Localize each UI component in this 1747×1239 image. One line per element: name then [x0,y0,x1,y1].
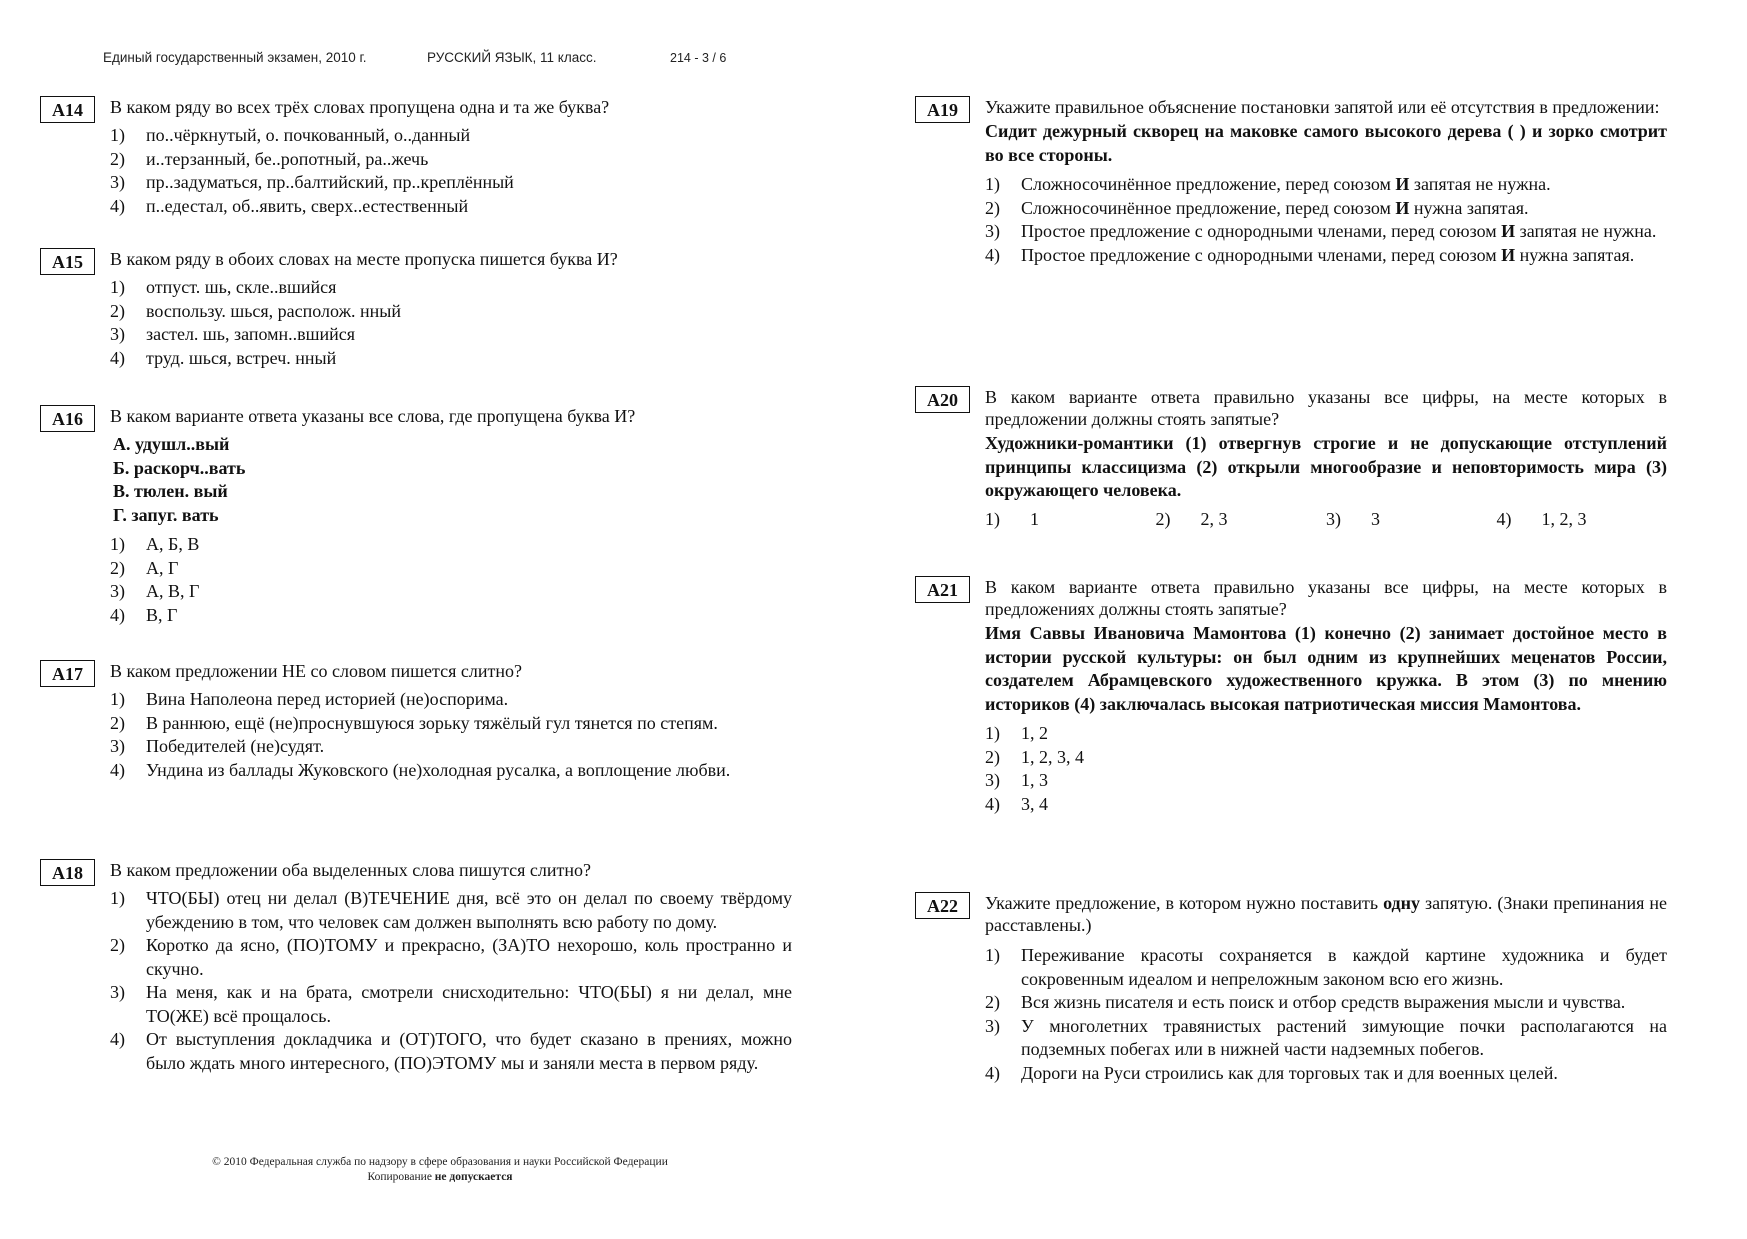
page-number: 214 - 3 / 6 [670,51,727,65]
answer-option[interactable]: 4) труд. шься, встреч. нный [110,347,337,368]
answer-option[interactable]: 4) Дороги на Руси строились как для торговых так и для военных целей. [985,1062,1558,1083]
answer-option[interactable]: 1) по..чёркнутый, о. почкованный, о..данный [110,125,471,145]
answer-option[interactable]: 2) и..терзанный, бе..ропотный, ра..жечь [110,148,429,169]
task-a16 [40,405,792,660]
answer-option[interactable]: 3) На меня, как и на брата, смотрели снисходительно: ЧТО(БЫ) я ни делал, мне ТО(ЖЕ) всё прощалось. [110,982,792,1026]
task-id: A16 [40,405,95,432]
answer-option[interactable]: 3) Победителей (не)судят. [110,736,325,756]
answer-option[interactable]: 3) застел. шь, запомн..вшийся [110,324,356,344]
answer-option[interactable]: 3) Простое предложение с однородными членами, перед союзом И запятая не нужна. [985,221,1657,241]
task-a17 [40,660,792,859]
answer-option[interactable]: 2) Вся жизнь писателя и есть поиск и отбор средств выражения мысли и чувства. [985,992,1626,1012]
copyright-notice: © 2010 Федеральная служба по надзору в сфере образования и науки Российской Федерации [212,1156,668,1168]
answer-option[interactable]: 2) А, Г [110,557,179,578]
page-header [103,50,726,65]
answer-option[interactable]: 1) Сложносочинённое предложение, перед союзом И запятая не нужна. [985,174,1551,194]
task-question: В каком предложении НЕ со словом пишется слитно? [110,661,522,681]
task-statement: Художники-романтики (1) отвергнув строгие и не допускающие отступлений принципы классицизма (2) открыли многообразие и неповторимость мира (3) окружающего человека. [985,433,1667,500]
answer-option[interactable]: 4) В, Г [110,604,178,625]
copy-notice: Копирование не допускается [367,1171,513,1183]
task-question: В каком варианте ответа правильно указаны все цифры, на месте которых в предложениях должны стоять запятые? [985,577,1667,619]
task-a14 [40,96,792,248]
answer-option[interactable]: 2) В раннюю, ещё (не)проснувшуюся зорьку тяжёлый гул тянется по степям. [110,712,718,733]
answer-option[interactable]: 1) ЧТО(БЫ) отец ни делал (В)ТЕЧЕНИЕ дня, всё это он делал по своему твёрдому убеждению в том, что человек сам должен выполнять всю работу по дому. [110,888,792,932]
answer-option[interactable]: 4) п..едестал, об..явить, сверх..естественный [110,195,469,216]
task-question: В каком варианте ответа указаны все слова, где пропущена буква И? [110,406,636,426]
word-item: А. удушл..вый [113,434,230,454]
answer-option[interactable]: 1) Вина Наполеона перед историей (не)оспорима. [110,689,509,709]
answer-options [985,722,1667,816]
answer-option[interactable]: 3) У многолетних травянистых растений зимующие почки располагаются на подземных побегах или в нижней части надземных побегов. [985,1015,1667,1059]
exam-title: Единый государственный экзамен, 2010 г. [103,50,367,65]
answer-options [110,276,792,370]
task-id: A18 [40,859,95,886]
answer-option[interactable]: 1) 1 [985,508,1039,529]
word-list [113,433,792,527]
task-question: В каком варианте ответа правильно указаны все цифры, на месте которых в предложении должны стоять запятые? [985,387,1667,429]
answer-option[interactable]: 4) 3, 4 [985,793,1048,814]
task-a18 [40,859,792,1075]
answer-option[interactable]: 4) Простое предложение с однородными членами, перед союзом И нужна запятая. [985,244,1635,265]
task-id: A20 [915,386,970,413]
answer-option[interactable]: 3) 3 [1326,508,1380,529]
answer-option[interactable]: 2) воспользу. шься, располож. нный [110,300,402,321]
task-a22 [915,892,1667,1085]
answer-option[interactable]: 2) 2, 3 [1155,508,1228,529]
word-item: Б. раскорч..вать [113,457,246,478]
answer-option[interactable]: 4) От выступления докладчика и (ОТ)ТОГО, что будет сказано в прениях, можно было ждать много интересного, (ПО)ЭТОМУ мы и заняли места в первом ряду. [110,1029,792,1073]
answer-options [110,688,792,782]
answer-option[interactable]: 1) отпуст. шь, скле..вшийся [110,277,337,297]
answer-option[interactable]: 1) Переживание красоты сохраняется в каждой картине художника и будет сокровенным идеалом и непреложным законом всю его жизнь. [985,945,1667,989]
answer-options [110,124,792,218]
answer-option[interactable]: 3) пр..задуматься, пр..балтийский, пр..креплённый [110,172,514,192]
answer-options [110,533,792,627]
answer-options [985,944,1667,1085]
answer-option[interactable]: 3) 1, 3 [985,770,1048,790]
task-id: A21 [915,576,970,603]
subject-title: РУССКИЙ ЯЗЫК, 11 класс. [427,50,597,65]
task-id: A22 [915,892,970,919]
task-id: A19 [915,96,970,123]
task-id: A17 [40,660,95,687]
left-column [40,96,792,1075]
task-id: A14 [40,96,95,123]
right-column [915,96,1667,1085]
word-item: Г. запуг. вать [113,504,219,525]
answer-option[interactable]: 1) А, Б, В [110,534,200,554]
task-a15 [40,248,792,405]
task-a20 [915,386,1667,576]
answer-options [985,173,1667,267]
task-a19 [915,96,1667,386]
task-statement: Имя Саввы Ивановича Мамонтова (1) конечно (2) занимает достойное место в истории русской культуры: он был одним из крупнейших меценатов России, создателем Абрамцевского художественного кружка. В этом (3) по мнению историков (4) заключалась высокая патриотическая миссия Мамонтова. [985,623,1667,714]
task-statement: Сидит дежурный скворец на маковке самого высокого дерева ( ) и зорко смотрит во все стороны. [985,121,1667,165]
answer-option[interactable]: 2) Коротко да ясно, (ПО)ТОМУ и прекрасно, (ЗА)ТО нехорошо, коль пространно и скучно. [110,935,792,979]
answer-option[interactable]: 2) 1, 2, 3, 4 [985,746,1084,767]
task-question: Укажите правильное объяснение постановки запятой или её отсутствия в предложении: [985,97,1660,117]
task-id: A15 [40,248,95,275]
word-item: В. тюлен. вый [113,481,228,501]
answer-option[interactable]: 3) А, В, Г [110,581,200,601]
task-question: В каком ряду во всех трёх словах пропущена одна и та же буква? [110,97,610,117]
answer-option[interactable]: 1) 1, 2 [985,723,1048,743]
page-footer [140,1155,740,1185]
answer-option[interactable]: 2) Сложносочинённое предложение, перед союзом И нужна запятая. [985,197,1529,218]
task-question: Укажите предложение, в котором нужно поставить одну запятую. (Знаки препинания не расставлены.) [985,893,1668,935]
answer-option[interactable]: 4) Ундина из баллады Жуковского (не)холодная русалка, а воплощение любви. [110,759,731,780]
task-question: В каком ряду в обоих словах на месте пропуска пишется буква И? [110,249,618,269]
task-a21 [915,576,1667,892]
task-question: В каком предложении оба выделенных слова пишутся слитно? [110,860,592,880]
answer-options [110,887,792,1075]
answer-option[interactable]: 4) 1, 2, 3 [1496,508,1587,529]
answer-options [985,507,1667,531]
